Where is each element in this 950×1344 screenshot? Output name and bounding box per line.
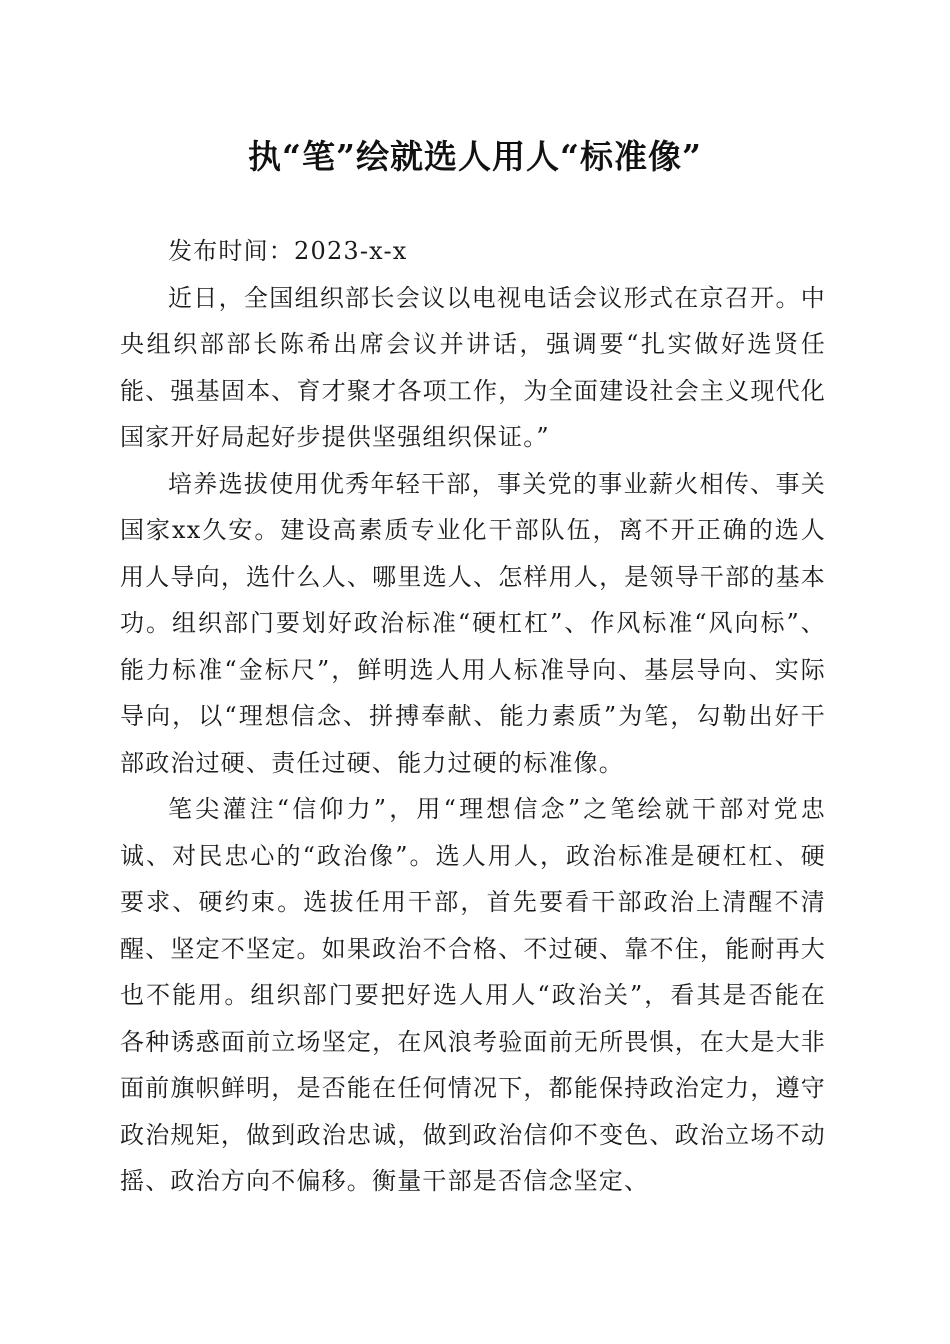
publish-time: 发布时间：2023-x-x xyxy=(168,237,408,265)
paragraph: 近日，全国组织部长会议以电视电话会议形式在京召开。中央组织部部长陈希出席会议并讲话，强调要“扎实做好选贤任能、强基固本、育才聚才各项工作，为全面建设社会主义现代化国家开好局起好步提供坚强组织保证。” xyxy=(120,283,826,451)
paragraph: 笔尖灌注“信仰力”，用“理想信念”之笔绘就干部对党忠诚、对民忠心的“政治像”。选人用人，政治标准是硬杠杠、硬要求、硬约束。选拔任用干部，首先要看干部政治上清醒不清醒、坚定不坚定。如果政治不合格、不过硬、靠不住，能耐再大也不能用。组织部门要把好选人用人“政治关”，看其是否能在各种诱惑面前立场坚定，在风浪考验面前无所畏惧，在大是大非面前旗帜鲜明，是否能在任何情况下，都能保持政治定力，遵守政治规矩，做到政治忠诚，做到政治信仰不变色、政治立场不动摇、政治方向不偏移。衡量干部是否信念坚定、 xyxy=(120,795,826,1195)
document-body xyxy=(120,228,826,1205)
paragraph: 培养选拔使用优秀年轻干部，事关党的事业薪火相传、事关国家xx久安。建设高素质专业化干部队伍，离不开正确的选人用人导向，选什么人、哪里选人、怎样用人，是领导干部的基本功。组织部门要划好政治标准“硬杠杠”、作风标准“风向标”、能力标准“金标尺”，鲜明选人用人标准导向、基层导向、实际导向，以“理想信念、拼搏奉献、能力素质”为笔，勾勒出好干部政治过硬、责任过硬、能力过硬的标准像。 xyxy=(120,469,826,777)
document-title: 执“笔”绘就选人用人“标准像” xyxy=(248,137,702,176)
